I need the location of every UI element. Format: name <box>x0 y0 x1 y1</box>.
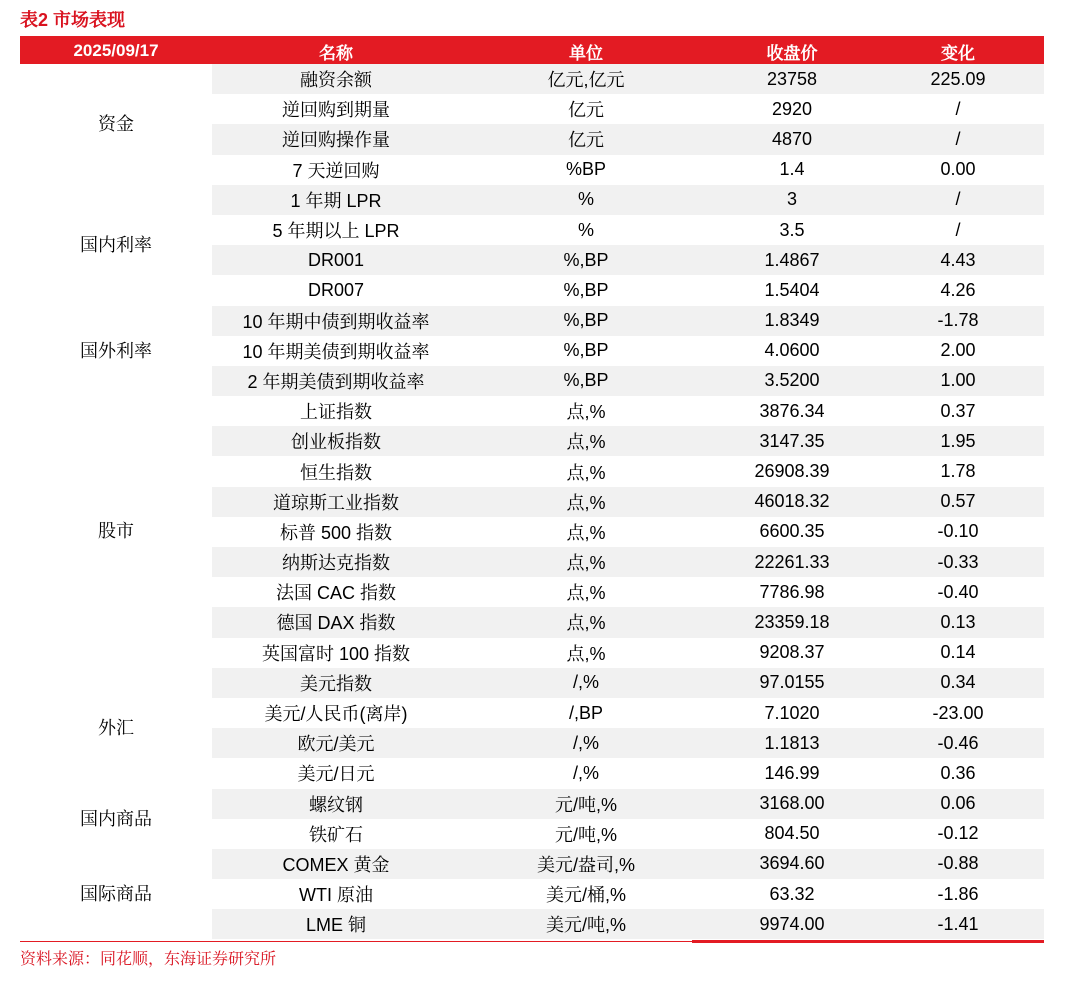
row-change: -1.78 <box>872 306 1044 336</box>
row-change: -0.10 <box>937 521 979 542</box>
row-name: DR007 <box>307 279 365 300</box>
row-unit: /,% <box>572 762 599 783</box>
row-name: 1 年期 LPR <box>212 185 460 215</box>
row-close: 22261.33 <box>712 547 872 577</box>
row-name: WTI 原油 <box>299 885 373 906</box>
row-name: 10 年期中债到期收益率 <box>212 306 460 336</box>
row-unit: 点,% <box>566 402 606 423</box>
row-unit: 点,% <box>566 583 606 604</box>
row-close: 26908.39 <box>754 461 830 482</box>
row-close: 3.5200 <box>712 366 872 396</box>
group-label: 外汇 <box>98 718 134 738</box>
row-close: 3 <box>712 185 872 215</box>
row-unit: 元/吨,% <box>554 824 617 845</box>
row-change: 0.00 <box>940 159 976 180</box>
row-change: -0.46 <box>872 728 1044 758</box>
row-name: 美元指数 <box>212 668 460 698</box>
group-label: 资金 <box>98 114 134 134</box>
row-change: 0.36 <box>940 762 976 783</box>
row-close: 23359.18 <box>712 607 872 637</box>
row-close: 63.32 <box>769 883 815 904</box>
row-unit: %,BP <box>563 340 609 361</box>
row-unit: 点,% <box>566 643 606 664</box>
row-close: 1.1813 <box>712 728 872 758</box>
row-close: 4.0600 <box>764 340 820 361</box>
row-name: 上证指数 <box>300 402 372 423</box>
row-unit: %,BP <box>460 366 712 396</box>
row-unit: %,BP <box>460 245 712 275</box>
row-unit: /,% <box>460 668 712 698</box>
row-close: 2920 <box>771 98 813 119</box>
row-name: 10 年期美债到期收益率 <box>242 341 430 362</box>
row-change: / <box>872 124 1044 154</box>
row-change: 0.34 <box>872 668 1044 698</box>
row-close: 1.4 <box>779 159 805 180</box>
row-unit: % <box>460 185 712 215</box>
row-change: -23.00 <box>932 702 984 723</box>
row-name: 欧元/美元 <box>212 728 460 758</box>
row-change: -0.33 <box>872 547 1044 577</box>
row-change: -1.41 <box>872 909 1044 939</box>
row-unit: % <box>577 219 594 240</box>
row-name: 英国富时 100 指数 <box>261 643 411 664</box>
row-close: 7.1020 <box>764 702 820 723</box>
row-name: 法国 CAC 指数 <box>275 583 396 604</box>
row-close: 146.99 <box>764 762 820 783</box>
header-close: 收盘价 <box>766 43 818 63</box>
row-unit: 点,% <box>460 487 712 517</box>
row-change: -0.40 <box>937 581 979 602</box>
row-unit: 点,% <box>460 426 712 456</box>
header-unit: 单位 <box>569 43 603 63</box>
row-change: 0.13 <box>872 607 1044 637</box>
row-close: 46018.32 <box>712 487 872 517</box>
row-change: 0.57 <box>872 487 1044 517</box>
row-name: 螺纹钢 <box>212 789 460 819</box>
row-unit: 美元/吨,% <box>460 909 712 939</box>
row-change: / <box>955 219 961 240</box>
row-name: 纳斯达克指数 <box>212 547 460 577</box>
group-label: 国际商品 <box>80 884 152 905</box>
row-name: 7 天逆回购 <box>292 160 380 181</box>
row-unit: 亿元,亿元 <box>460 64 712 94</box>
row-unit: 点,% <box>566 462 606 483</box>
header-change: 变化 <box>941 43 975 63</box>
table-caption: 表2 市场表现 <box>20 10 126 30</box>
row-unit: %BP <box>565 159 607 180</box>
row-name: 恒生指数 <box>300 462 372 483</box>
row-name: 美元/人民币(离岸) <box>264 704 408 725</box>
row-close: 3.5 <box>779 219 805 240</box>
row-close: 1.4867 <box>712 245 872 275</box>
row-change: 2.00 <box>940 340 976 361</box>
row-close: 1.5404 <box>764 279 820 300</box>
row-unit: %,BP <box>563 279 609 300</box>
row-name: LME 铜 <box>212 909 460 939</box>
row-change: 1.95 <box>872 426 1044 456</box>
row-name: 标普 500 指数 <box>279 522 393 543</box>
row-change: 1.78 <box>940 461 976 482</box>
group-label: 国内利率 <box>80 234 152 255</box>
group-label: 国内商品 <box>80 808 152 829</box>
row-name: 创业板指数 <box>212 426 460 456</box>
row-unit: 元/吨,% <box>460 789 712 819</box>
row-name: 美元/日元 <box>297 764 375 785</box>
market-table <box>20 36 1044 939</box>
row-unit: 点,% <box>460 547 712 577</box>
bottom-rule-thin <box>20 941 1044 942</box>
row-change: 4.26 <box>940 279 976 300</box>
group-label: 国外利率 <box>80 340 152 361</box>
row-name: 融资余额 <box>212 64 460 94</box>
row-change: 4.43 <box>872 245 1044 275</box>
row-change: 0.06 <box>872 789 1044 819</box>
row-name: 逆回购到期量 <box>282 100 390 121</box>
row-change: -0.12 <box>937 823 979 844</box>
row-close: 3694.60 <box>712 849 872 879</box>
row-close: 7786.98 <box>759 581 825 602</box>
row-close: 3876.34 <box>759 400 825 421</box>
header-name: 名称 <box>319 43 353 63</box>
row-change: 0.37 <box>940 400 976 421</box>
row-close: 6600.35 <box>759 521 825 542</box>
row-change: -0.88 <box>872 849 1044 879</box>
row-close: 23758 <box>712 64 872 94</box>
row-name: COMEX 黄金 <box>212 849 460 879</box>
row-unit: %,BP <box>460 306 712 336</box>
row-close: 1.8349 <box>712 306 872 336</box>
row-unit: 点,% <box>566 522 606 543</box>
row-name: 5 年期以上 LPR <box>272 221 400 242</box>
row-change: / <box>955 98 961 119</box>
row-change: 1.00 <box>872 366 1044 396</box>
row-unit: /,BP <box>568 702 603 723</box>
group-label: 股市 <box>98 521 134 542</box>
row-name: 道琼斯工业指数 <box>212 487 460 517</box>
source-note: 资料来源：同花顺，东海证券研究所 <box>20 951 277 968</box>
row-close: 4870 <box>712 124 872 154</box>
row-unit: /,% <box>460 728 712 758</box>
row-name: 2 年期美债到期收益率 <box>212 366 460 396</box>
row-name: 铁矿石 <box>309 824 363 845</box>
row-unit: 亿元 <box>460 124 712 154</box>
row-close: 9208.37 <box>759 642 825 663</box>
row-close: 3147.35 <box>712 426 872 456</box>
row-unit: 美元/盎司,% <box>460 849 712 879</box>
row-close: 804.50 <box>764 823 820 844</box>
row-change: / <box>872 185 1044 215</box>
row-change: 0.14 <box>940 642 976 663</box>
row-name: 德国 DAX 指数 <box>212 607 460 637</box>
row-close: 9974.00 <box>712 909 872 939</box>
table-body <box>20 64 1044 939</box>
row-close: 3168.00 <box>712 789 872 819</box>
row-close: 97.0155 <box>712 668 872 698</box>
row-change: -1.86 <box>937 883 979 904</box>
row-name: 逆回购操作量 <box>212 124 460 154</box>
table-header <box>20 38 1044 64</box>
row-change: 225.09 <box>872 64 1044 94</box>
header-date: 2025/09/17 <box>73 41 159 60</box>
row-unit: 亿元 <box>568 100 604 121</box>
row-unit: 美元/桶,% <box>545 885 626 906</box>
row-name: DR001 <box>212 245 460 275</box>
row-unit: 点,% <box>460 607 712 637</box>
